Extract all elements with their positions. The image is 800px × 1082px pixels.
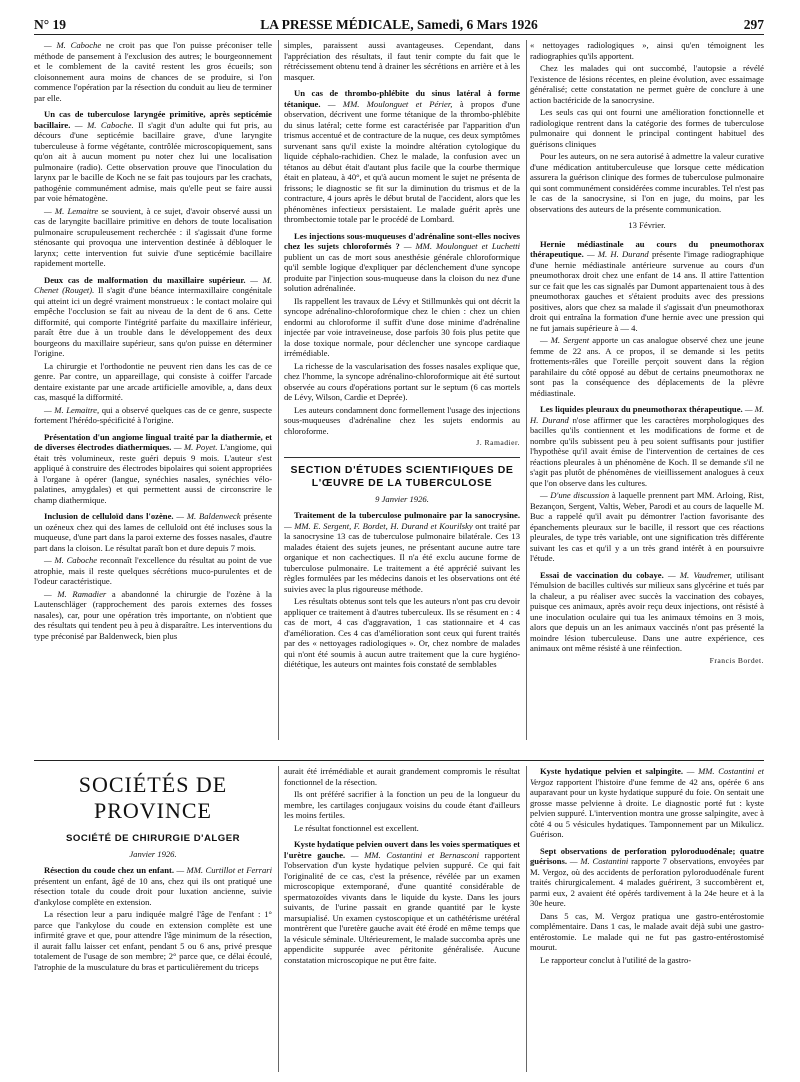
- paragraph-text: a abandonné la chirurgie de l'ozène à la Lautenschläger (rapprochement des parois externes des fosses nasales), car, pour une opération très importante, on n'obtient que des résultats qui tendent peu à peu à disparaître. Les interventions du type préconisé par Baldenweck, bien plus: [34, 588, 272, 641]
- author-lead: — M. Costantini: [567, 856, 629, 866]
- article-paragraph: [34, 361, 272, 403]
- article-paragraph: [530, 63, 764, 105]
- article-paragraph: [530, 911, 764, 953]
- author-lead: — MM. Moulonguet et Périer,: [320, 98, 453, 109]
- paragraph-text: utilisant l'émulsion de bacilles cultivés sur milieux sans glycérine et tués par la chaleur, a pu réaliser avec succès la vaccination des cobayes, puisque ces animaux, après avoir reçu deux injections, ont résisté à une inoculation oculaire qui tua les animaux témoins en 3 mois, alors que depuis un an les animaux vaccinés n'ont pas présenté la moindre lésion tuberculeuse. Dans une autre expérience, ces animaux ont même résisté à une réinfection.: [530, 569, 764, 653]
- paragraph-text: Pour les auteurs, on ne sera autorisé à admettre la valeur curative d'une médication antituberculeuse que lorsque cette médication assurera la guérison clinique des formes de tuberculose pulmonaire qui sont communément considérées comme incurables. Tel n'est pas le cas de la sanocrysine, si l'on en juge, du moins, par les observations des auteurs de la présente communication.: [530, 151, 764, 214]
- paragraph-text: aurait été irrémédiable et aurait grandement compromis le résultat fonctionnel de la résection.: [284, 766, 520, 787]
- bottom-column-3: [530, 766, 764, 1072]
- article-heading: Kyste hydatique pelvien ouvert dans les voies spermatiques et l'urètre gauche.: [284, 839, 520, 860]
- article-paragraph: [34, 432, 272, 506]
- section-separator: [34, 760, 764, 761]
- journal-title: LA PRESSE MÉDICALE, Samedi, 6 Mars 1926: [260, 17, 538, 32]
- author-lead: — MM. Costantini et Vergoz: [530, 766, 764, 787]
- header-rule: [34, 34, 764, 35]
- paragraph-text: rapportent l'observation d'un kyste hydatique pelvien suppuré. Ce qui fait l'originalité de ce cas, c'est la présence, révélée par un examen microscopique extemporané, d'une quantité considérable de spermatozoïdes vivants dans le liquide du kyste. Dans les jours suivants, de l'urine passait en grande quantité par le kyste marsupialisé. Un examen cystoscopique et un cathétérisme urétéral montrèrent que l'uretère gauche avait été érodé en même temps que la vésicule séminale. Ultérieurement, le malade succomba après une appendicite suppurée avec péritonite généralisée. Aucune constatation microscopique ne put être faite.: [284, 849, 520, 965]
- author-lead: — M. Vaudremer,: [663, 569, 733, 580]
- author-lead: — M. Caboche: [44, 555, 98, 565]
- continued-text: « nettoyages radiologiques », ainsi qu'en témoignent les radiographies qu'ils apportent.: [530, 40, 764, 61]
- article-paragraph: [284, 88, 520, 225]
- author-lead: — MM. Curtillot et Ferrari: [173, 865, 272, 875]
- article-paragraph: [34, 275, 272, 359]
- article-paragraph: [530, 846, 764, 909]
- section-rule: [284, 457, 520, 458]
- article-paragraph: [34, 40, 272, 103]
- paragraph-text: présente l'image radiographique d'une hernie médiastinale antérieure survenue au cours d'un pneumothorax droit chez une enfant de 14 ans. Il attire l'attention sur ce fait que les cas signalés par Dumont appartenaient tous à des pneumothorax gauches et s'étaient produits avec des pressions positives, alors que chez sa malade il s'agissait d'un pneumothorax droit qui entraîna la formation d'une hernie avec une pression qui ne fut jamais supérieure à — 4.: [530, 249, 764, 333]
- author-lead: — M. H. Durand: [583, 249, 649, 259]
- author-lead: — MM. Costantini et Bernasconi: [345, 849, 479, 860]
- author-lead: — MM. Moulonguet et Luchetti: [399, 241, 520, 251]
- article-heading: Sept observations de perforation pyloroduodénale; quatre guérisons.: [530, 845, 764, 866]
- bottom-column-2: [284, 766, 520, 1072]
- author-lead: — M. Chenet (Rouget).: [34, 274, 272, 295]
- meeting-date: 13 Février.: [628, 220, 666, 230]
- article-paragraph: [34, 555, 272, 587]
- paragraph-text: apporte un cas analogue observé chez une jeune femme de 22 ans. A ce propos, il se demande si les petits frottements-râles que l'oreille perçoit souvent dans la région parahilaire du côté opposé au début de certains pneumothorax ne sont pas la conséquence des déplacements de la plèvre médiastinale.: [530, 335, 764, 398]
- article-paragraph: [530, 151, 764, 214]
- article-heading: Un cas de tuberculose laryngée primitive, après septicémie bacillaire.: [34, 109, 272, 130]
- paragraph-text: présente un ozéneux chez qui des lames de celluloïd ont été incluses sous la muqueuse, d'une part dans la paroi externe des fosses nasales, d'autre part dans la cloison. Le résultat paraît bon et dure depuis 7 mois.: [34, 511, 272, 553]
- paragraph-text: Les seuls cas qui ont fourni une amélioration fonctionnelle et radiologique rentrent dans la catégorie des formes de tuberculose pulmonaire qui donnent le principal contingent habituel des guérisons cliniques: [530, 107, 764, 149]
- column-2: [284, 40, 520, 740]
- article-heading: Kyste hydatique pelvien et salpingite.: [540, 766, 684, 776]
- society-name: SOCIÉTÉ DE CHIRURGIE D'ALGER: [65, 833, 241, 844]
- signature: Francis Bordet.: [709, 655, 764, 665]
- article-paragraph: [530, 490, 764, 564]
- article-paragraph: [530, 955, 764, 966]
- article-paragraph: [530, 766, 764, 840]
- article-paragraph: [284, 789, 520, 821]
- article-paragraph: [34, 589, 272, 642]
- article-paragraph: [530, 404, 764, 488]
- paragraph-text: rapporte 7 observations, envoyées par M. Vergoz, où des accidents de perforation pyloroduodénale furent traités chirurgicalement. 4 malades guérirent, 3 succombèrent et, parmi eux, 2 avaient été opérés tardivement à la 24e heure et à la 30e heure.: [530, 856, 764, 908]
- article-heading: Présentation d'un angiome lingual traité par la diathermie, et de diverses électrodes diathermiques.: [34, 431, 272, 452]
- article-paragraph: [34, 909, 272, 972]
- paragraph-text: Il s'agit d'une béance intermaxillaire congénitale qui atteint ici un degré vraiment monstrueux : le contact molaire qui empêche l'occlusion se fait au niveau de la dent de 6 ans. Cette difformité, qui comporte l'intégrité parfaite du maxillaire inférieur, paraît être due à un trouble dans le développement des deux bourgeons du maxillaire supérieur, sans qu'on puisse en déterminer l'origine.: [34, 285, 272, 358]
- paragraph-text: Ils ont préféré sacrifier à la fonction un peu de la longueur du membre, les cartilages conjugaux voisins du coude étant d'ailleurs les moins fertiles.: [284, 789, 520, 820]
- paragraph-text: n'ose affirmer que les caractères morphologiques des bacilles qu'ils contiennent et les modifications de forme et de nombre qu'ils subissent peu à peu soient suffisants pour justifier l'hypothèse qu'il avait émise de l'intervention de certaines de ces réactions pleurales à un phénomène de Koch. Il se demande s'il ne s'agit pas plutôt de phénomènes de vieillissement analogues à ceux que l'on observe dans les cultures.: [530, 414, 764, 488]
- paragraph-text: ne croit pas que l'on puisse préconiser telle méthode de pansement à l'exclusion des autres; le bourgeonnement et le comblement de la cavité restent les gros écueils; son cloisonnement aura moins de chances de se produire, si l'on commence l'opération par la résection du conduit au lieu de terminer par elle.: [34, 40, 272, 103]
- article-paragraph: [284, 231, 520, 294]
- column-1: [34, 40, 272, 740]
- article-paragraph: [34, 206, 272, 269]
- section-date: 9 Janvier 1926.: [375, 493, 429, 504]
- author-lead: — MM. E. Sergent, F. Bordet, H. Durand et Kourilsky: [284, 520, 473, 531]
- paragraph-text: à propos d'une observation, décrivent une forme tétanique de la thrombo-phlébite du sinus latéral; cette forme est caractérisée par l'apparition d'un trismus accentué et de contracture de la nuque, ces deux symptômes survenant sans qu'il existe la moindre altération cytologique du liquide céphalo-rachidien. Chez le malade, la confusion avec un tétanos au début était d'autant plus facile que la courbe thermique était en plateau, à 40°, et qu'à aucun moment le sujet ne présenta de frissons; le diagnostic se fit sur la diminution du trismus et de la contracture, 4 jours après le début brutal de l'accident, alors que les phénomènes infectieux persistaient. Le malade guérit après une thrombectomie totale par le procédé de Lombard.: [284, 98, 520, 224]
- bottom-column-1: [34, 766, 272, 1072]
- article-paragraph: [284, 766, 520, 787]
- paragraph-text: présentent un enfant, âgé de 10 ans, chez qui ils ont pratiqué une résection totale du coude droit pour luxation ancienne, suivie d'ankylose complète en extension.: [34, 875, 272, 907]
- section-title: SECTION D'ÉTUDES SCIENTIFIQUES DE L'ŒUVRE DE LA TUBERCULOSE: [290, 463, 514, 489]
- article-paragraph: [530, 570, 764, 654]
- paragraph-text: ont traité par la sanocrysine 13 cas de tuberculose pulmonaire bilatérale. Ces 13 malades étaient des sujets jeunes, ne présentant aucune autre tare organique et non cachectiques. Il n'a été exclu aucune forme de tuberculose pulmonaire. Le traitement a été apprécié suivant les règles formulées par les médecins danois et les observations ont été suivies avec la plus rigoureuse méthode.: [284, 520, 520, 594]
- paragraph-text: La chirurgie et l'orthodontie ne peuvent rien dans les cas de ce genre. Par contre, un appareillage, qui consiste à coiffer l'arcade dentaire existante par une arcade artificielle amovible, a, dans deux cas, masqué la difformité.: [34, 360, 272, 402]
- article-paragraph: [34, 511, 272, 553]
- article-paragraph: [284, 361, 520, 403]
- paragraph-text: Le rapporteur conclut à l'utilité de la gastro-: [540, 954, 692, 965]
- paragraph-text: Dans 5 cas, M. Vergoz pratiqua une gastro-entérostomie complémentaire. Dans 1 cas, le malade avait déjà subi une gastro-entérostomie. Le malade qui ne fut pas gastro-entérostomisé mourut.: [530, 910, 764, 952]
- author-lead: — M. Caboche.: [70, 119, 134, 130]
- article-paragraph: [530, 239, 764, 334]
- paragraph-text: qui a observé quelques cas de ce genre, suspecte fortement l'hérédo-spécificité à l'origine.: [34, 404, 272, 425]
- article-heading: Hernie médiastinale au cours du pneumothorax thérapeutique.: [530, 238, 764, 259]
- paragraph-text: rapportent l'histoire d'une femme de 42 ans, opérée 6 ans auparavant pour un kyste hydatique suppuré du foie. On sentait une grosse masse pelvienne à droite. Le diagnostic porté fut : kyste pelvien suppuré. L'intervention montra une grosse salpingite, avec à côté 4 ou 5 vésicules hydatiques. Tamponnement par un Mikulicz. Guérison.: [530, 776, 764, 839]
- author-lead: — M. H. Durand: [530, 404, 764, 425]
- article-paragraph: [34, 109, 272, 204]
- column-3: [530, 40, 764, 758]
- article-paragraph: [34, 865, 272, 907]
- article-heading: Les injections sous-muqueuses d'adrénaline sont-elles nocives chez les sujets chloroformés ?: [284, 230, 520, 251]
- article-paragraph: [284, 405, 520, 437]
- paragraph-text: La résection leur a paru indiquée malgré l'âge de l'enfant : 1° parce que l'ankylose du coude en extension complète est une infirmité grave et que, pour attendre l'âge minimum de la résection, il aurait fallu laisser cet enfant, pendant 5 ou 6 ans, privé presque totalement de l'usage de son membre; 2° parce que, ce délai écoulé, l'atrophie de la musculature du bras et particulièrement du triceps: [34, 909, 272, 972]
- author-lead: — M. Caboche: [44, 40, 102, 50]
- paragraph-text: Les résultats obtenus sont tels que les auteurs n'ont pas cru devoir appliquer ce traitement à d'autres tuberculeux. Ils se résument en : 4 cas de mort, 4 cas d'aggravation, 1 cas stationnaire et 4 cas d'amélioration. Ces 4 cas d'amélioration sont ceux qui furent traités par des « nettoyages radiologiques ». Or, chez nombre de malades qui n'ont été soumis à aucun autre traitement que la cure hygiéno-diététique, les auteurs ont maintes fois constaté de semblables: [284, 596, 520, 669]
- author-lead: — M. Ramadier: [44, 588, 107, 599]
- paragraph-text: Il s'agit d'un adulte qui fut pris, au décours d'une septicémie bacillaire grave, d'une laryngite tuberculeuse à forme végétante, contrôlée microscopiquement, sans qu'on ait à aucun moment pu noter chez lui une localisation pulmonaire (radio). Cette observation prouve que l'inoculation du larynx par le bacille de Koch ne se fait pas toujours par les crachats, pathogénie communément admise, mais qu'elle peut se faire aussi par voie hématogène.: [34, 119, 272, 203]
- article-heading: Essai de vaccination du cobaye.: [540, 569, 664, 580]
- issue-number: N° 19: [34, 17, 67, 32]
- article-heading: Deux cas de malformation du maxillaire supérieur.: [44, 274, 246, 285]
- paragraph-text: L'angiome, qui était très volumineux, reste guéri depuis 9 mois. L'auteur s'est appliqué à construire des électrodes bipolaires qui soient appropriées à l'organe à opérer (langue, synéchies nasales, synéchies vélo-palatines, amygdales) et qui permettent aussi de circonscrire le champ diathermique.: [34, 442, 272, 505]
- column-divider: [526, 766, 527, 1072]
- article-paragraph: [34, 405, 272, 426]
- column-divider: [278, 40, 279, 740]
- paragraph-text: Les auteurs condamnent donc formellement l'usage des injections sous-muqueuses d'adrénaline chez les sujets endormis au chloroforme.: [284, 404, 520, 436]
- column-divider: [278, 766, 279, 1072]
- author-lead: — M. Lemaitre: [44, 205, 99, 216]
- article-paragraph: [530, 335, 764, 398]
- paragraph-text: Chez les malades qui ont succombé, l'autopsie a révélé l'existence de lésions récentes, en pleine évolution, avec essaimage généralisé; cette constatation ne permet guère de conclure à une action bactéricide de la sanocrysine.: [530, 63, 764, 105]
- author-lead: — M. Baldenweck: [173, 511, 241, 521]
- paragraph-text: se souvient, à ce sujet, d'avoir observé aussi un cas de laryngite bacillaire primitive en dehors de toute localisation pulmonaire scrupuleusement recherchée : il s'agissait d'une forme sténosante qui provoqua une intervention destinée à débloquer le larynx; cette intervention fut suivie d'une septicémie bacillaire rapidement mortelle.: [34, 205, 272, 268]
- running-head: [34, 17, 764, 35]
- author-lead: — D'une discussion: [540, 490, 610, 500]
- article-paragraph: [284, 510, 520, 594]
- paragraph-text: publient un cas de mort sous anesthésie générale chloroformique qu'il semble logique d'expliquer par déclenchement d'une syncope produite par l'injection sous-muqueuse dans la cloison du nez d'une solution adrénalinée.: [284, 251, 520, 293]
- column-divider: [526, 40, 527, 740]
- signature: J. Ramadier.: [476, 438, 520, 447]
- paragraph-text: Ils rappellent les travaux de Lévy et Stillmunkès qui ont décrit la syncope adrénalino-chloroformique chez le chien : chez un chien endormi au chloroforme il suffit d'une dose minime d'adrénaline injectée par voie intraveineuse, dose parfois 30 fois plus petite que la dose toxique normale, pour déclencher une syncope cardiaque irrémédiable.: [284, 295, 520, 358]
- paragraph-text: La richesse de la vascularisation des fosses nasales explique que, chez l'homme, la syncope adrénalino-chloroformique ait été surtout observée au cours d'opérations portant sur le septum (6 cas mortels de Lévy, Wilson, Cardie et Deprée).: [284, 360, 520, 402]
- societes-title: SOCIÉTÉS DE PROVINCE: [78, 772, 228, 823]
- article-paragraph: [284, 296, 520, 359]
- article-paragraph: [530, 107, 764, 149]
- article-paragraph: [284, 839, 520, 965]
- article-paragraph: [284, 596, 520, 670]
- article-paragraph: [284, 823, 520, 834]
- society-date: Janvier 1926.: [129, 848, 177, 859]
- paragraph-text: à laquelle prennent part MM. Arloing, Rist, Bezançon, Sergent, Valtis, Weber, Parodi et au cours de laquelle M. Buc a rappelé qu'il avait pu démontrer l'action favorisante des épanchements pleuraux sur le bacille, il ressort que ces réactions pleurales, de type très variable, ont une signification très différente suivant les cas et qu'il y a un très grand intérêt à en poursuivre l'étude.: [530, 490, 764, 563]
- article-heading: Inclusion de celluloïd dans l'ozène.: [44, 511, 174, 521]
- article-heading: Un cas de thrombo-phlébite du sinus latéral à forme tétanique.: [284, 88, 520, 109]
- author-lead: — M. Poyet.: [171, 442, 218, 452]
- article-heading: Les liquides pleuraux du pneumothorax thérapeutique.: [540, 404, 743, 414]
- author-lead: — M. Lemaitre,: [44, 404, 100, 415]
- author-lead: — M. Sergent: [540, 335, 590, 345]
- paragraph-text: Le résultat fonctionnel est excellent.: [294, 822, 419, 833]
- page-number: 297: [743, 17, 764, 32]
- continued-text: simples, paraissent aussi avantageuses. Cependant, dans l'appréciation des résultats, il faut tenir compte du fait que le rétrécissement obtenu tend à drainer les sécrétions en arrière et à les masquer.: [284, 40, 520, 82]
- paragraph-text: reconnaît l'excellence du résultat au point de vue atrophie, mais il reste quelques sécrétions muco-purulentes et de l'odeur caractéristique.: [34, 555, 272, 586]
- article-heading: Résection du coude chez un enfant.: [44, 865, 174, 875]
- article-heading: Traitement de la tuberculose pulmonaire par la sanocrysine.: [294, 510, 520, 520]
